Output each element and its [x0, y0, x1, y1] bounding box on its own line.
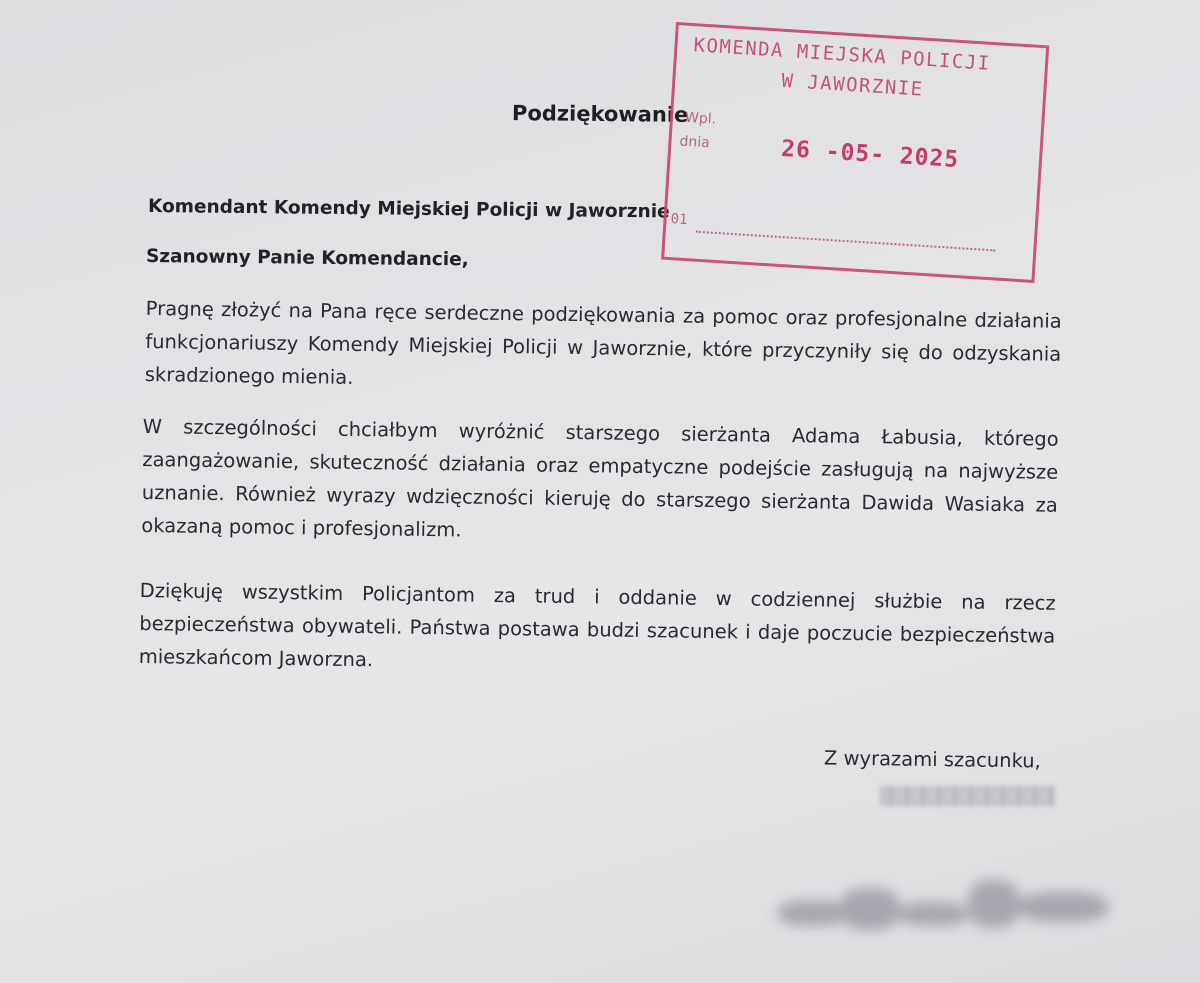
stamp-date: 26 -05- 2025: [780, 135, 960, 174]
paragraph-gratitude: Dziękuję wszystkim Policjantom za trud i oddanie w codziennej służbie na rzecz bezpieczeństwa obywateli. Państwa postawa budzi szacunek i daje poczucie bezpieczeństwa mieszkańcom Jaworzna.: [138, 578, 1056, 672]
redacted-signature: [768, 866, 1118, 952]
redacted-sender-name: [880, 786, 1056, 806]
letter-title: Podziękowanie: [511, 101, 689, 127]
paragraph-officers: W szczególności chciałbym wyróżnić starszego sierżanta Adama Łabusia, którego zaangażowanie, skuteczność działania oraz empatyczne podejście zasługują na najwyższe uznanie. Również wyrazy wdzięczności kieruję do starszego sierżanta Dawida Wasiaka za okazaną pomoc i profesjonalizm.: [141, 414, 1059, 542]
stamp-office-name: KOMENDA MIEJSKA POLICJI: [692, 34, 992, 75]
stamp-date-label: dnia: [679, 133, 711, 152]
registry-stamp: [661, 22, 1049, 283]
stamp-number: 01: [670, 211, 688, 229]
closing-phrase: Z wyrazami szacunku,: [823, 746, 1041, 773]
salutation: Szanowny Panie Komendancie,: [145, 246, 469, 271]
stamp-dotted-line: [696, 231, 996, 252]
stamp-office-city: W JAWORZNIE: [780, 69, 925, 101]
stamp-received-label: Wpl.: [684, 109, 717, 128]
addressee-line: Komendant Komendy Miejskiej Policji w Jaworznie: [147, 196, 670, 223]
paragraph-thanks: Pragnę złożyć na Pana ręce serdeczne podziękowania za pomoc oraz profesjonalne działania funkcjonariuszy Komendy Miejskiej Policji w Jaworznie, które przyczyniły się do odzyskania skradzionego mienia.: [144, 296, 1062, 389]
